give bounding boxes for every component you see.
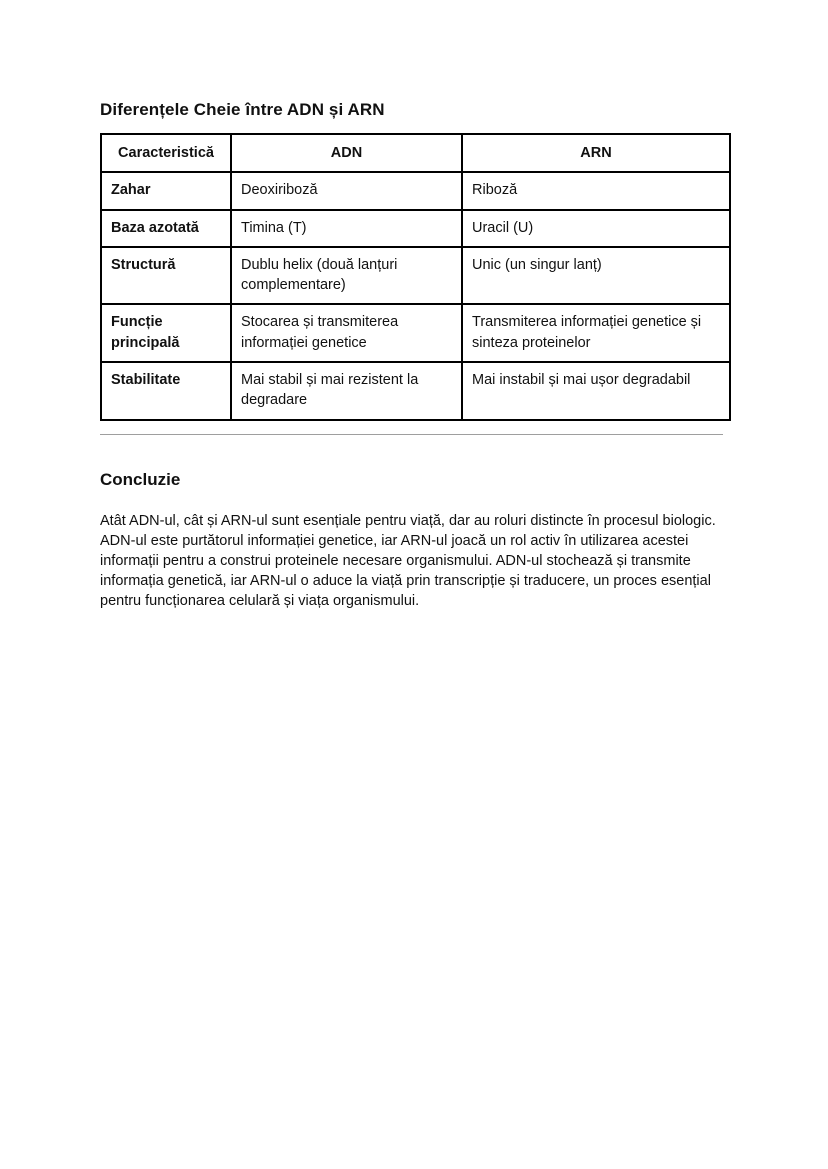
table-header-row	[101, 134, 730, 172]
table-section-title: Diferențele Cheie între ADN și ARN	[100, 100, 385, 119]
comparison-table	[100, 133, 731, 421]
table-cell-feature: Funcție principală	[101, 304, 231, 362]
header-cell-arn: ARN	[462, 134, 730, 172]
table-cell-arn: Transmiterea informației genetice și sinteza proteinelor	[462, 304, 730, 362]
table-cell-adn: Stocarea și transmiterea informației genetice	[231, 304, 462, 362]
table-cell-adn: Mai stabil și mai rezistent la degradare	[231, 362, 462, 420]
table-row	[101, 304, 730, 362]
header-cell-adn: ADN	[231, 134, 462, 172]
table-cell-arn: Mai instabil și mai ușor degradabil	[462, 362, 730, 420]
table-cell-adn: Timina (T)	[231, 210, 462, 247]
table-cell-feature: Stabilitate	[101, 362, 231, 420]
table-cell-adn: Dublu helix (două lanțuri complementare)	[231, 247, 462, 305]
table-cell-feature: Structură	[101, 247, 231, 305]
table-row	[101, 172, 730, 209]
table-row	[101, 362, 730, 420]
table-row	[101, 247, 730, 305]
table-cell-feature: Baza azotată	[101, 210, 231, 247]
table-cell-arn: Riboză	[462, 172, 730, 209]
table-row	[101, 210, 730, 247]
section-divider	[100, 434, 723, 435]
header-cell-caracteristica: Caracteristică	[101, 134, 231, 172]
table-cell-adn: Deoxiriboză	[231, 172, 462, 209]
table-cell-arn: Unic (un singur lanț)	[462, 247, 730, 305]
conclusion-paragraph: Atât ADN-ul, cât și ARN-ul sunt esențiale pentru viață, dar au roluri distincte în procesul biologic. ADN-ul este purtătorul informației genetice, iar ARN-ul joacă un rol activ în utilizarea acestei informații pentru a construi proteinele necesare organismului. ADN-ul stochează și transmite informația genetică, iar ARN-ul o aduce la viață prin transcripție și traducere, un proces esențial pentru funcționarea celulară și viața organismului.	[100, 512, 716, 609]
table-cell-feature: Zahar	[101, 172, 231, 209]
table-cell-arn: Uracil (U)	[462, 210, 730, 247]
conclusion-heading: Concluzie	[100, 469, 181, 489]
